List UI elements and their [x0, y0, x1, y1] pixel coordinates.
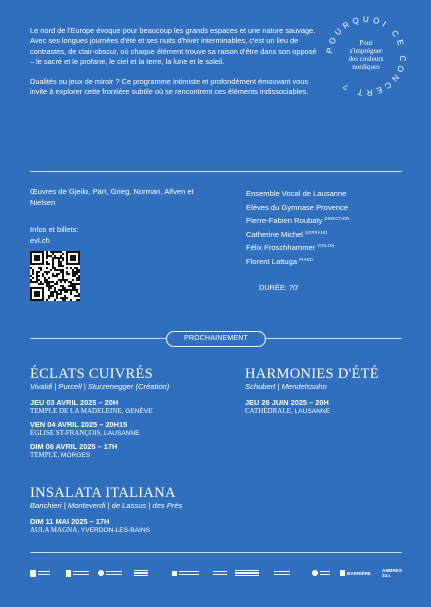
ville-de-lausanne-logo: [30, 566, 50, 580]
qr-code[interactable]: [30, 251, 80, 301]
fondation-logo: [134, 566, 148, 580]
tickets-label: Infos et billets:: [30, 225, 79, 234]
barriere-logo-text: BARRIÈRE: [347, 570, 371, 576]
performance-1: [30, 398, 240, 416]
intro-paragraph-1: Le nord de l'Europe évoque pour beaucoup les grands espaces et une nature sauvage. Avec ses longues journées d'été et ses nuits d'hiver interminables, c'est un lieu de contrastes, de clair-obscur, où chaque élément trouve sa raison d'être dans son opposé – le sacré et le profane, le ciel et la terre, la lune et le soleil.: [30, 26, 317, 67]
performance-3: [30, 442, 240, 460]
event-composers: Schubert | Mendelssohn: [245, 382, 327, 391]
banque-logo: [172, 566, 199, 580]
program-works: Œuvres de Gjeilo, Pärt, Grieg, Norman, Alfven et Nielsen: [30, 187, 194, 207]
performance-date: VEN 04 AVRIL 2025 – 20H15: [30, 420, 128, 429]
performer-2: Elèves du Gymnase Provence: [246, 202, 349, 212]
tickets-link[interactable]: evl.ch: [30, 236, 50, 245]
event-title: HARMONIES D'ÉTÉ: [245, 366, 379, 382]
fondation-barriere-logo: [340, 566, 371, 580]
intro-text: [30, 26, 320, 106]
performance-venue: ÉGLISE ST-FRANÇOIS, LAUSANNE: [30, 429, 140, 437]
tickets-info: [30, 224, 79, 246]
performance-date: DIM 06 AVRIL 2025 – 17H: [30, 442, 118, 451]
loterie-romande-logo: [98, 566, 122, 580]
sponsor-logos: [30, 566, 402, 580]
event-title: ÉCLATS CUIVRÉS: [30, 366, 154, 382]
badge-center-line-3: des couleurs: [348, 55, 384, 63]
divider-right: [264, 338, 402, 339]
divider-left: [30, 338, 166, 339]
divider-bottom: [30, 552, 402, 553]
performance-date: DIM 11 MAI 2025 – 17H: [30, 517, 110, 526]
duration: DURÉE: 70': [259, 283, 299, 292]
fondation-script-logo: [213, 566, 227, 580]
performance-venue: TEMPLE DE LA MADELEINE, GENÈVE: [30, 407, 153, 415]
performer-6: Florent Lattuga $^{PIANO}$: [246, 256, 314, 266]
performance-1: [245, 398, 405, 416]
ambres-logo: [382, 566, 402, 580]
ambres-logo-text: AMBRES 24.I.: [382, 568, 402, 578]
performance-1: [30, 517, 260, 535]
divider-top: [30, 171, 402, 172]
intro-paragraph-2: Dualités ou jeux de miroir ? Ce programme intimiste et profondément émouvant vous invite à explorer cette frontière subtile où se rencontrent ces éléments indissociables.: [30, 76, 309, 97]
canton-de-vaud-logo: [66, 566, 89, 580]
performance-date: JEU 03 AVRIL 2025 – 20H: [30, 398, 119, 407]
pourquoi-ce-concert-badge: [324, 14, 408, 98]
performance-2: [30, 420, 240, 438]
performance-venue: AULA MAGNA, YVERDON-LES-BAINS: [30, 526, 151, 534]
badge-center-line-1: Pour: [359, 39, 373, 47]
fondation-rings-logo: [312, 566, 330, 580]
event-title: INSALATA ITALIANA: [30, 485, 176, 501]
event-insalata-italiana: [30, 486, 260, 539]
performance-date: JEU 26 JUIN 2025 – 20H: [245, 398, 329, 407]
performer-3: Pierre-Fabien Roubaty $^{DIRECTION}$: [246, 216, 350, 226]
prochainement-label: PROCHAINEMENT: [166, 331, 266, 347]
event-composers: Vivaldi | Purcell | Sturzenegger (Création): [30, 382, 170, 391]
performance-venue: CATHÉDRALE, LAUSANNE: [245, 407, 331, 415]
badge-center-line-2: s'imprégner: [349, 47, 383, 55]
fondation-text-logo: [235, 566, 259, 580]
badge-ring-text: POURQUOI CE CONCERT ?: [324, 14, 408, 98]
performers-list: [246, 186, 349, 268]
performer-1: Ensemble Vocal de Lausanne: [246, 189, 347, 198]
event-composers: Banchieri | Monteverdi | de Lassus | des Prés: [30, 501, 183, 510]
event-eclats-cuivres: [30, 367, 240, 464]
performance-venue: TEMPLE, MORGES: [30, 451, 91, 459]
performer-4: Catherine Michel $^{SOPRANO}$: [246, 229, 328, 239]
fondation-engagement-logo: [274, 566, 290, 580]
event-harmonies-d-ete: [245, 367, 405, 420]
badge-center-line-4: nordiques: [352, 63, 380, 71]
performer-5: Félix Froschhammer $^{VIOLON}$: [246, 243, 335, 253]
